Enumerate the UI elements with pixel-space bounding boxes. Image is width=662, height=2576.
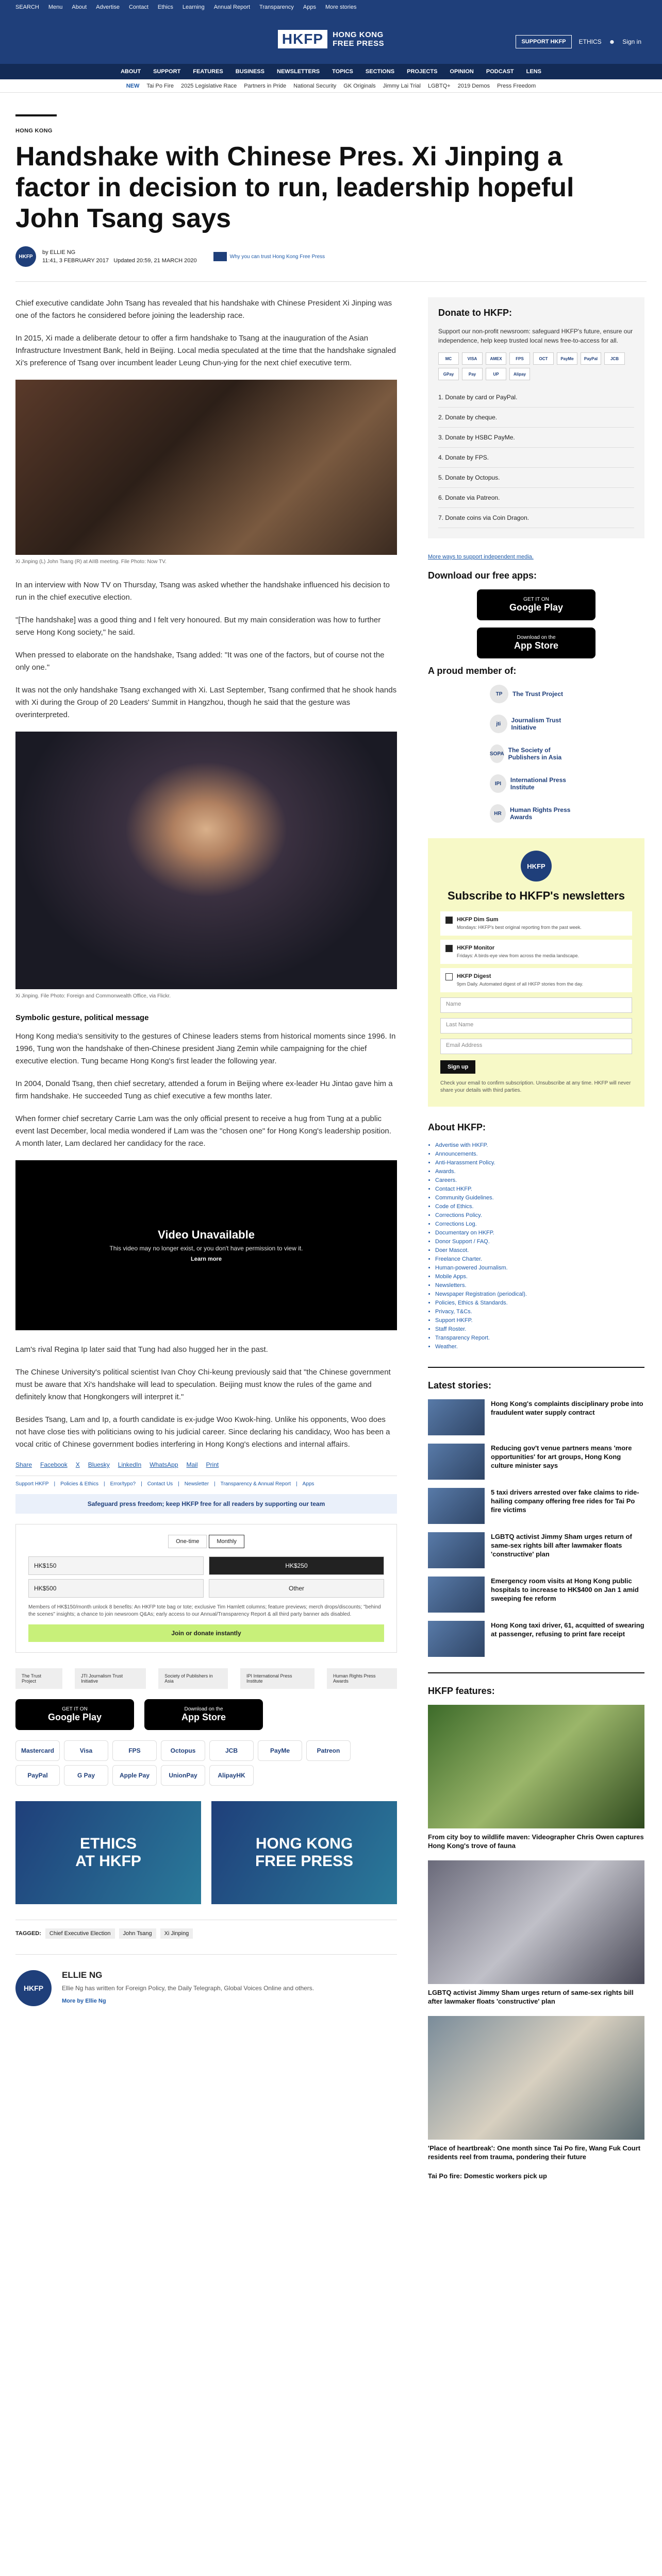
donate-option[interactable]: 6. Donate via Patreon.	[438, 488, 634, 508]
amount-row	[28, 1556, 384, 1575]
newsletter-option-text	[457, 973, 583, 987]
badge-ipi[interactable]: IPI International Press Institute	[240, 1668, 315, 1689]
logo-line-2: FREE PRESS	[333, 39, 385, 48]
freq-one-time[interactable]: One-time	[168, 1535, 207, 1548]
card-logo: JCB	[604, 352, 625, 365]
video-learn-more[interactable]: Learn more	[191, 1256, 222, 1262]
google-play-label: Google Play	[47, 1712, 102, 1722]
byline-meta	[42, 248, 197, 265]
payment-cards	[438, 352, 634, 380]
article-body	[15, 297, 397, 2191]
about-link[interactable]: • Corrections Log.	[435, 1220, 644, 1229]
sidebar-google-play[interactable]	[477, 589, 595, 620]
newsletter-note: Check your email to confirm subscription. Unsubscribe at any time. HKFP will never share your details with third parties.	[440, 1080, 631, 1093]
share-x[interactable]: X	[75, 1461, 80, 1468]
promo-line: AT HKFP	[75, 1853, 141, 1870]
newsletter-option[interactable]	[440, 940, 632, 964]
about-link[interactable]: • Announcements.	[435, 1150, 644, 1159]
story-thumbnail	[428, 1488, 485, 1524]
card-logo: VISA	[462, 352, 483, 365]
support-link[interactable]: Support HKFP	[15, 1481, 49, 1487]
paragraph: In 2004, Donald Tsang, then chief secretary, attended a forum in Beijing where ex-leader Hu Jintao gave him a firm handshake. He succeeded Tung as chief executive a few months later.	[15, 1079, 393, 1100]
top-link-transparency[interactable]: Transparency	[259, 4, 294, 10]
feature-title[interactable]: LGBTQ activist Jimmy Sham urges return of same-sex rights bill after lawmaker floats 'constructive' plan	[428, 1989, 634, 2005]
embedded-video[interactable]	[15, 1160, 397, 1330]
amount-option[interactable]: HK$500	[28, 1579, 204, 1598]
payment-logo: Apple Pay	[112, 1765, 157, 1786]
feature-title[interactable]: Tai Po fire: Domestic workers pick up	[428, 2172, 547, 2180]
newsletter-option[interactable]	[440, 968, 632, 992]
promo-line: FREE PRESS	[255, 1853, 354, 1870]
donate-option[interactable]: 2. Donate by cheque.	[438, 408, 634, 428]
top-link-about[interactable]: About	[72, 4, 87, 10]
sign-up-button[interactable]: Sign up	[440, 1060, 475, 1074]
trending-item[interactable]: 2025 Legislative Race	[180, 82, 237, 89]
share-bluesky[interactable]: Bluesky	[88, 1461, 110, 1468]
card-logo: Alipay	[509, 368, 530, 380]
app-store-label: App Store	[181, 1712, 226, 1722]
sidebar	[428, 297, 644, 2191]
promo-line: HONG KONG	[255, 1835, 353, 1852]
about-link[interactable]: • Policies, Ethics & Standards.	[435, 1299, 644, 1308]
about-link[interactable]: • Newsletters.	[435, 1281, 644, 1290]
member-name: Journalism Trust Initiative	[511, 717, 561, 731]
hkfp-features	[428, 1672, 644, 2180]
tags-label: TAGGED:	[15, 1930, 41, 1937]
card-logo: Pay	[462, 368, 483, 380]
apps-title: Download our free apps:	[428, 570, 537, 581]
promo-banners	[15, 1801, 397, 1904]
card-logo: AMEX	[486, 352, 506, 365]
story-title[interactable]: Emergency room visits at Hong Kong public hospitals to increase to HK$400 on Jan 1 amid sweeping fee reform	[491, 1577, 639, 1602]
join-donate-button[interactable]: Join or donate instantly	[28, 1624, 384, 1642]
more-ways-link[interactable]: More ways to support independent media.	[428, 554, 534, 560]
trust-project-icon: TP	[490, 685, 508, 703]
top-link-ethics[interactable]: Ethics	[157, 4, 173, 10]
safeguard-banner[interactable]: Safeguard press freedom; keep HKFP free for all readers by supporting our team	[15, 1494, 397, 1514]
trending-item[interactable]: Press Freedom	[497, 82, 536, 89]
feature-title[interactable]: From city boy to wildlife maven: Videographer Chris Owen captures Hong Kong's trove of fauna	[428, 1833, 644, 1850]
donate-benefits-note: Members of HK$150/month unlock 8 benefits: An HKFP tote bag or tote; exclusive Tim Hamlett columns; feature previews; merch drops/discounts; "behind the scenes" insights; a chance to join newsroom Q&As; early access to our Annual/Transparency Report & all third party banner ads disabled.	[28, 1604, 381, 1617]
story-thumbnail	[428, 1532, 485, 1568]
payment-logo: Mastercard	[15, 1740, 60, 1761]
donate-box	[428, 297, 644, 538]
member-name: International Press Institute	[510, 776, 566, 791]
story-title[interactable]: LGBTQ activist Jimmy Sham urges return of same-sex rights bill after lawmaker floats 'constructive' plan	[491, 1533, 632, 1558]
feature-image	[428, 1860, 644, 1984]
nav-podcast[interactable]: PODCAST	[486, 69, 514, 75]
article-photo-xi-jinping	[15, 732, 397, 989]
card-logo: GPay	[438, 368, 459, 380]
about-link[interactable]: • Awards.	[435, 1167, 644, 1176]
about-link[interactable]: • Careers.	[435, 1176, 644, 1185]
nav-projects[interactable]: PROJECTS	[407, 69, 438, 75]
trending-item[interactable]: Tai Po Fire	[146, 82, 174, 89]
article-title: Handshake with Chinese Pres. Xi Jinping a factor in decision to run, leadership hopeful John Tsang says	[15, 142, 574, 233]
logo-line-1: HONG KONG	[333, 30, 384, 39]
donate-intro[interactable]: Support our non-profit newsroom: safeguard HKFP's future, ensure our independence, help keep trusted local news free-to-access for all.	[438, 328, 633, 344]
story-thumbnail	[428, 1444, 485, 1480]
about-link[interactable]: • Weather.	[435, 1343, 644, 1351]
app-store-small: Download on the	[184, 1706, 223, 1712]
card-logo: FPS	[509, 352, 530, 365]
app-store-buttons	[15, 1699, 397, 1730]
header-actions	[516, 35, 641, 48]
newsletter-option-text	[457, 945, 579, 959]
payment-logo: PayPal	[15, 1765, 60, 1786]
about-link[interactable]: • Mobile Apps.	[435, 1273, 644, 1281]
hrpa-icon: HR	[490, 804, 506, 823]
share-linkedin[interactable]: LinkedIn	[118, 1461, 142, 1468]
support-link[interactable]: Error/typo?	[110, 1481, 136, 1487]
donate-title: Donate to HKFP:	[438, 308, 512, 318]
member-name: The Society of Publishers in Asia	[508, 747, 562, 761]
share-facebook[interactable]: Facebook	[40, 1461, 68, 1468]
about-link[interactable]: • Anti-Harassment Policy.	[435, 1159, 644, 1167]
donate-option[interactable]: 3. Donate by HSBC PayMe.	[438, 428, 634, 448]
article-subhead: Symbolic gesture, political message	[15, 1013, 149, 1022]
donate-option[interactable]: 5. Donate by Octopus.	[438, 468, 634, 488]
latest-story[interactable]	[428, 1621, 644, 1657]
freq-monthly[interactable]: Monthly	[209, 1535, 244, 1548]
nav-topics[interactable]: TOPICS	[332, 69, 353, 75]
member-ipi[interactable]	[490, 774, 583, 793]
about-link[interactable]: • Staff Roster.	[435, 1325, 644, 1334]
member-list	[428, 685, 644, 823]
card-logo: UP	[486, 368, 506, 380]
payment-logo: Patreon	[306, 1740, 351, 1761]
support-link[interactable]: Contact Us	[147, 1481, 173, 1487]
section-label[interactable]: HONG KONG	[15, 128, 53, 134]
app-store-label: App Store	[514, 640, 558, 651]
payment-logo: UnionPay	[161, 1765, 205, 1786]
sopa-icon: SOPA	[490, 744, 504, 763]
trending-item[interactable]: GK Originals	[343, 82, 376, 89]
about-title: About HKFP:	[428, 1122, 486, 1132]
top-link-search[interactable]: SEARCH	[15, 4, 39, 10]
about-link[interactable]: • Donor Support / FAQ.	[435, 1238, 644, 1246]
google-play-button[interactable]	[15, 1699, 134, 1730]
nav-support[interactable]: SUPPORT	[153, 69, 181, 75]
author-avatar[interactable]: HKFP	[15, 246, 36, 267]
article-photo-handshake	[15, 380, 397, 555]
email-field[interactable]: Email Address	[440, 1039, 632, 1054]
payment-logo: AlipayHK	[209, 1765, 254, 1786]
payment-logo: Octopus	[161, 1740, 205, 1761]
sign-in-link[interactable]: Sign in	[622, 38, 641, 45]
paragraph: Besides Tsang, Lam and Ip, a fourth candidate is ex-judge Woo Kwok-hing. Unlike his opponents, Woo does not have close ties with politicians owing to his judicial career. Since declaring his candidacy, Woo has been a vocal critic of Chinese government bodies interfering in Hong Kong's elections and internal affairs.	[15, 1415, 390, 1449]
checkbox-checked[interactable]	[445, 945, 453, 952]
latest-story[interactable]	[428, 1532, 644, 1568]
name-field[interactable]: Name	[440, 997, 632, 1013]
promo-line: ETHICS	[79, 1835, 137, 1852]
trending-item[interactable]: Partners in Pride	[244, 82, 287, 89]
app-store-small: Download on the	[517, 635, 556, 640]
tag[interactable]: Chief Executive Election	[45, 1928, 115, 1939]
support-link[interactable]: Policies & Ethics	[60, 1481, 99, 1487]
nav-newsletters[interactable]: NEWSLETTERS	[277, 69, 320, 75]
trending-item[interactable]: Jimmy Lai Trial	[383, 82, 421, 89]
checkbox-checked[interactable]	[445, 917, 453, 924]
app-store-button[interactable]	[144, 1699, 263, 1730]
trending-item[interactable]: LGBTQ+	[428, 82, 451, 89]
last-name-field[interactable]: Last Name	[440, 1018, 632, 1033]
updated-date: Updated 20:59, 21 MARCH 2020	[113, 258, 197, 264]
publish-date-text: 11:41, 3 FEBRUARY 2017	[42, 258, 109, 264]
about-links	[428, 1141, 644, 1351]
author-box-avatar[interactable]: HKFP	[15, 1970, 52, 2006]
share-mail[interactable]: Mail	[186, 1461, 198, 1468]
newsletter-title: Subscribe to HKFP's newsletters	[448, 889, 625, 902]
user-icon[interactable]: ☻	[608, 38, 616, 45]
amount-option[interactable]: HK$150	[28, 1556, 204, 1575]
section-rule	[15, 114, 57, 116]
newsletter-logo: HKFP	[521, 851, 552, 882]
byline	[15, 246, 647, 267]
jti-icon: jti	[490, 715, 507, 733]
about-link[interactable]: • Advertise with HKFP.	[435, 1141, 644, 1150]
share-whatsapp[interactable]: WhatsApp	[150, 1461, 178, 1468]
member-sopa[interactable]	[490, 744, 583, 763]
newsletter-option-title: HKFP Dim Sum	[457, 917, 499, 923]
newsletter-option-desc: 9pm Daily. Automated digest of all HKFP stories from the day.	[457, 981, 584, 987]
newsletter-option-desc: Mondays: HKFP's best original reporting from the past week.	[457, 925, 582, 930]
share-bar	[15, 1461, 397, 1468]
badge-hrpa[interactable]: Human Rights Press Awards	[327, 1668, 397, 1689]
story-thumbnail	[428, 1577, 485, 1613]
member-badges	[15, 1668, 397, 1689]
trending-item[interactable]: National Security	[293, 82, 337, 89]
newsletter-signup	[428, 838, 644, 1107]
paragraph: When pressed to elaborate on the handshake, Tsang added: "It was one of the factors, but of course not the only one."	[15, 651, 385, 672]
latest-story[interactable]	[428, 1577, 644, 1613]
amount-row	[28, 1579, 384, 1598]
about-link[interactable]: • Doer Mascot.	[435, 1246, 644, 1255]
donate-option[interactable]: 7. Donate coins via Coin Dragon.	[438, 508, 634, 528]
story-title[interactable]: Hong Kong's complaints disciplinary probe into fraudulent water supply contract	[491, 1400, 643, 1416]
trending-bar	[0, 79, 662, 93]
paragraph: The Chinese University's political scientist Ivan Choy Chi-keung previously said that "the Chinese government must be aware that Xi's handshake will lead to speculation. Beijing must know the rules of the game and definitely know that Hongkongers will interpret it."	[15, 1368, 391, 1401]
share-print[interactable]: Print	[206, 1461, 219, 1468]
tag[interactable]: Xi Jinping	[160, 1928, 193, 1939]
promo-ethics[interactable]	[15, 1801, 201, 1904]
trust-link-text: Why you can trust Hong Kong Free Press	[229, 253, 325, 260]
about-link[interactable]: • Human-powered Journalism.	[435, 1264, 644, 1273]
google-play-small: GET IT ON	[523, 597, 549, 602]
logo-mark: HKFP	[278, 30, 327, 48]
feature-story[interactable]	[428, 1705, 644, 1850]
amount-option-selected[interactable]: HK$250	[209, 1556, 384, 1575]
newsletter-option-desc: Fridays: A birds-eye view from across the media landscape.	[457, 953, 580, 958]
member-jti[interactable]	[490, 715, 583, 733]
main-nav	[0, 64, 662, 79]
card-logo: MC	[438, 352, 459, 365]
photo-caption: Xi Jinping. File Photo: Foreign and Commonwealth Office, via Flickr.	[15, 993, 171, 999]
paragraph: Lam's rival Regina Ip later said that Tung had also hugged her in the past.	[15, 1345, 268, 1354]
badge-jti[interactable]: JTI Journalism Trust Initiative	[75, 1668, 146, 1689]
latest-story[interactable]	[428, 1444, 644, 1480]
story-title[interactable]: Reducing gov't venue partners means 'more opportunities' for art groups, Hong Kong culture minister says	[491, 1444, 632, 1469]
paragraph: When former chief secretary Carrie Lam was the only official present to receive a hug from Tung at a public event last December, local media wondered if Lam was the "chosen one" for Hong Kong's leadership position. A month later, Lam declared her candidacy for the race.	[15, 1114, 391, 1148]
video-subtitle: This video may no longer exist, or you don't have permission to view it.	[109, 1245, 303, 1252]
top-link-apps[interactable]: Apps	[303, 4, 316, 10]
about-link[interactable]: • Documentary on HKFP.	[435, 1229, 644, 1238]
share-label[interactable]: Share	[15, 1461, 32, 1468]
payment-logo: G Pay	[64, 1765, 108, 1786]
top-link-annual-report[interactable]: Annual Report	[213, 4, 251, 10]
story-thumbnail	[428, 1399, 485, 1435]
about-link[interactable]: • Corrections Policy.	[435, 1211, 644, 1220]
article-tags	[15, 1920, 397, 1939]
feature-image	[428, 2016, 644, 2140]
ipi-icon: IPI	[490, 774, 506, 793]
nav-business[interactable]: BUSINESS	[235, 69, 264, 75]
features-title: HKFP features:	[428, 1686, 495, 1696]
payment-logo: JCB	[209, 1740, 254, 1761]
paragraph: In an interview with Now TV on Thursday, Tsang was asked whether the handshake influenced his decision to run in the chief executive election.	[15, 581, 390, 602]
tag[interactable]: John Tsang	[119, 1928, 156, 1939]
promo-hkfp[interactable]	[211, 1801, 397, 1904]
paragraph: It was not the only handshake Tsang exchanged with Xi. Last September, Tsang confirmed that he shook hands with Xi during the Group of 20 Leaders' Summit in Hangzhou, though he said that the gesture was overinterpreted.	[15, 686, 397, 719]
feature-story[interactable]	[428, 1860, 644, 2006]
nav-lens[interactable]: LENS	[526, 69, 541, 75]
member-title: A proud member of:	[428, 666, 517, 676]
nav-sections[interactable]: SECTIONS	[365, 69, 395, 75]
member-name: Human Rights Press Awards	[510, 806, 571, 821]
feature-story[interactable]	[428, 2016, 644, 2161]
feature-story[interactable]	[428, 2172, 644, 2180]
payment-logo: FPS	[112, 1740, 157, 1761]
support-hkfp-button[interactable]: SUPPORT HKFP	[516, 35, 571, 48]
about-link[interactable]: • Community Guidelines.	[435, 1194, 644, 1202]
newsletter-option-text	[457, 917, 582, 930]
about-link[interactable]: • Privacy, T&Cs.	[435, 1308, 644, 1316]
badge-trust-project[interactable]: The Trust Project	[15, 1668, 62, 1689]
content-columns	[15, 281, 647, 2191]
about-link[interactable]: • Freelance Charter.	[435, 1255, 644, 1264]
newsletter-option-title: HKFP Digest	[457, 973, 491, 979]
newsletter-option-title: HKFP Monitor	[457, 945, 495, 951]
card-logo: PayMe	[557, 352, 577, 365]
paragraph: "[The handshake] was a good thing and I felt very honoured. But my main consideration was how to further serve Hong Kong society," he said.	[15, 616, 381, 637]
about-link[interactable]: • Code of Ethics.	[435, 1202, 644, 1211]
checkbox[interactable]	[445, 973, 453, 980]
trending-item[interactable]: 2019 Demos	[457, 82, 490, 89]
nav-features[interactable]: FEATURES	[193, 69, 223, 75]
payment-logo: Visa	[64, 1740, 108, 1761]
paragraph: Hong Kong media's sensitivity to the gestures of Chinese leaders stems from historical moments since 1996. In 1996, Tung won the handshake of then-Chinese president Jiang Zemin while campaigning for the chief executive election. Tung became Hong Kong's first leader the following year.	[15, 1032, 396, 1065]
publish-date	[42, 257, 197, 265]
latest-story[interactable]	[428, 1399, 644, 1435]
author-box-bio: Ellie Ng has written for Foreign Policy, the Daily Telegraph, Global Voices Online and others.	[62, 1985, 315, 1992]
ethics-link[interactable]: ETHICS	[578, 38, 602, 45]
support-links: Support HKFP | Policies & Ethics | Error/typo? | Contact Us | Newsletter | Transparency & Annual Report | Apps	[15, 1476, 397, 1487]
feature-image	[428, 1705, 644, 1828]
author-more-link[interactable]: More by Ellie Ng	[62, 1998, 106, 2004]
donation-frequency	[28, 1535, 384, 1548]
google-play-label: Google Play	[509, 602, 564, 613]
site-logo[interactable]	[278, 30, 384, 48]
nav-opinion[interactable]: OPINION	[450, 69, 474, 75]
nav-about[interactable]: ABOUT	[120, 69, 141, 75]
latest-story[interactable]	[428, 1488, 644, 1524]
photo-caption: Xi Jinping (L) John Tsang (R) at AIIB meeting. File Photo: Now TV.	[15, 559, 167, 565]
author-box-name[interactable]: ELLIE NG	[62, 1970, 103, 1980]
about-link[interactable]: • Transparency Report.	[435, 1334, 644, 1343]
author-box-info	[62, 1970, 351, 2006]
member-name: The Trust Project	[512, 690, 564, 698]
support-link[interactable]: Transparency & Annual Report	[220, 1481, 291, 1487]
about-link[interactable]: • Support HKFP.	[435, 1316, 644, 1325]
top-link-menu[interactable]: Menu	[48, 4, 63, 10]
member-hrpa[interactable]	[490, 804, 583, 823]
amount-option-other[interactable]: Other	[209, 1579, 384, 1598]
payment-methods	[15, 1740, 397, 1786]
support-link[interactable]: Apps	[302, 1481, 315, 1487]
card-logo: OCT	[533, 352, 554, 365]
member-trust-project[interactable]	[490, 685, 583, 703]
video-title: Video Unavailable	[158, 1228, 255, 1241]
about-link[interactable]: • Newspaper Registration (periodical).	[435, 1290, 644, 1299]
payment-logo: PayMe	[258, 1740, 302, 1761]
logo-wordmark	[333, 30, 384, 48]
story-thumbnail	[428, 1621, 485, 1657]
latest-title: Latest stories:	[428, 1380, 492, 1391]
top-link-contact[interactable]: Contact	[128, 4, 148, 10]
trust-link[interactable]	[213, 252, 325, 261]
author-box	[15, 1954, 397, 2006]
author-name[interactable]: by ELLIE NG	[42, 249, 76, 256]
top-utility-bar	[0, 0, 662, 14]
paragraph: In 2015, Xi made a deliberate detour to offer a firm handshake to Tsang at the inauguration of the Asian Infrastructure Investment Bank, held in Beijing. Local media speculated at the time that the handshake signaled Xi's preference of Tsang over incumbent leader Leung Chun-ying for the next chief executive term.	[15, 334, 396, 367]
badge-sopa[interactable]: Society of Publishers in Asia	[158, 1668, 228, 1689]
page-wrap	[15, 114, 647, 2191]
top-link-advertise[interactable]: Advertise	[96, 4, 120, 10]
newsletter-option[interactable]	[440, 911, 632, 936]
sidebar-app-store[interactable]	[477, 628, 595, 658]
story-title[interactable]: 5 taxi drivers arrested over fake claims to ride-hailing company offering free rides for Tai Po fire victims	[491, 1488, 639, 1514]
story-title[interactable]: Hong Kong taxi driver, 61, acquitted of swearing at passenger, refusing to print fare receipt	[491, 1621, 644, 1638]
paragraph: Chief executive candidate John Tsang has revealed that his handshake with Chinese President Xi Jinping was one of the factors he considered before joining the leadership race.	[15, 299, 392, 320]
about-link[interactable]: • Contact HKFP.	[435, 1185, 644, 1194]
trust-project-icon	[213, 252, 227, 261]
site-header	[0, 14, 662, 64]
google-play-small: GET IT ON	[62, 1706, 88, 1712]
feature-title[interactable]: 'Place of heartbreak': One month since Tai Po fire, Wang Fuk Court residents reel from trauma, pondering their future	[428, 2144, 641, 2161]
donate-option[interactable]: 1. Donate by card or PayPal.	[438, 387, 634, 408]
support-link[interactable]: Newsletter	[184, 1481, 209, 1487]
donate-widget	[15, 1524, 397, 1653]
top-link-more[interactable]: More stories	[325, 4, 357, 10]
top-link-learning[interactable]: Learning	[182, 4, 205, 10]
donate-option[interactable]: 4. Donate by FPS.	[438, 448, 634, 468]
donate-options	[438, 387, 634, 528]
latest-stories	[428, 1367, 644, 1657]
trending-new-label: NEW	[126, 82, 140, 89]
card-logo: PayPal	[581, 352, 601, 365]
